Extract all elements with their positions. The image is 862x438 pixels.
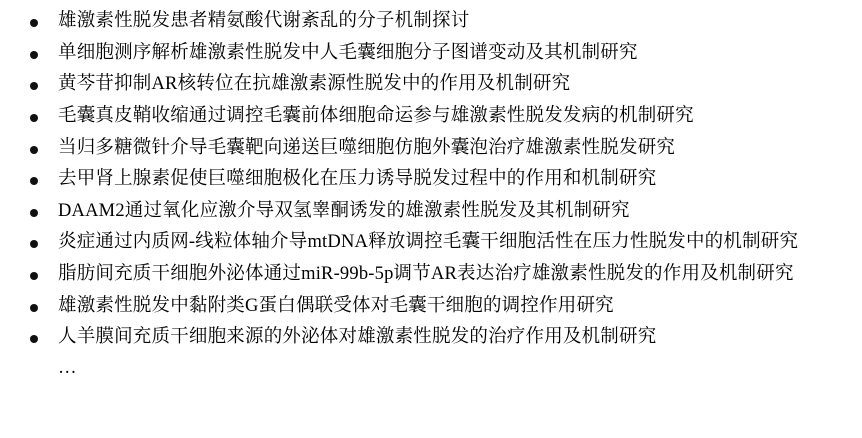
continuation-row: [14, 358, 848, 379]
list-item[interactable]: [14, 42, 848, 65]
bullet-icon: [30, 105, 52, 122]
list-item[interactable]: [14, 168, 848, 191]
topic-list: [14, 10, 848, 349]
bullet-icon: [30, 168, 52, 185]
continuation-label: …: [58, 357, 78, 378]
list-item[interactable]: [14, 10, 848, 33]
list-item-label: DAAM2通过氧化应激介导双氢睾酮诱发的雄激素性脱发及其机制研究: [58, 200, 630, 221]
bullet-icon: [30, 263, 52, 280]
list-item-label: 炎症通过内质网-线粒体轴介导mtDNA释放调控毛囊干细胞活性在压力性脱发中的机制研究: [58, 232, 799, 253]
list-item-label: 单细胞测序解析雄激素性脱发中人毛囊细胞分子图谱变动及其机制研究: [58, 42, 638, 63]
bullet-icon: [30, 10, 52, 27]
list-item[interactable]: [14, 295, 848, 318]
list-item-label: 脂肪间充质干细胞外泌体通过miR-99b-5p调节AR表达治疗雄激素性脱发的作用及机制研究: [58, 264, 794, 284]
bullet-icon: [30, 42, 52, 59]
bullet-icon: [30, 295, 52, 312]
bullet-icon: [30, 137, 52, 154]
bullet-icon: [30, 326, 52, 343]
list-item-label: 毛囊真皮鞘收缩通过调控毛囊前体细胞命运参与雄激素性脱发发病的机制研究: [58, 105, 694, 126]
bullet-icon: [30, 231, 52, 248]
bullet-icon: [30, 73, 52, 90]
list-item-label: 雄激素性脱发患者精氨酸代谢紊乱的分子机制探讨: [58, 11, 470, 31]
list-item-label: 人羊膜间充质干细胞来源的外泌体对雄激素性脱发的治疗作用及机制研究: [58, 327, 657, 348]
list-item[interactable]: [14, 263, 848, 286]
list-item[interactable]: [14, 231, 848, 254]
list-item[interactable]: [14, 73, 848, 96]
bullet-icon: [30, 200, 52, 217]
list-item[interactable]: [14, 326, 848, 349]
list-item[interactable]: [14, 105, 848, 128]
list-item-label: 黄芩苷抑制AR核转位在抗雄激素源性脱发中的作用及机制研究: [58, 74, 571, 95]
list-item-label: 去甲肾上腺素促使巨噬细胞极化在压力诱导脱发过程中的作用和机制研究: [58, 169, 657, 190]
list-item-label: 雄激素性脱发中黏附类G蛋白偶联受体对毛囊干细胞的调控作用研究: [58, 295, 614, 316]
list-item[interactable]: [14, 200, 848, 223]
list-item[interactable]: [14, 137, 848, 160]
list-item-label: 当归多糖微针介导毛囊靶向递送巨噬细胞仿胞外囊泡治疗雄激素性脱发研究: [58, 137, 676, 158]
